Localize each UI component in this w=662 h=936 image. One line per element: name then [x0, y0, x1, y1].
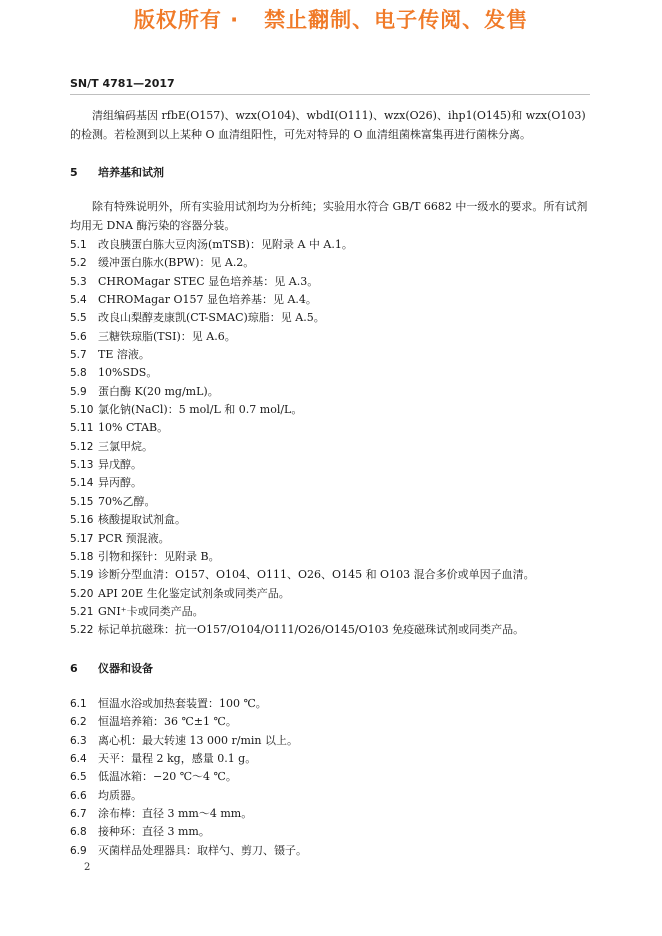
item-number: 5.10 — [70, 404, 94, 417]
item-text: 异戊醇。 — [98, 458, 142, 472]
item-text: 三糖铁琼脂(TSI)：见 A.6。 — [98, 329, 236, 343]
item-text: 涂布棒：直径 3 mm～4 mm。 — [98, 807, 253, 821]
item-number: 5.9 — [70, 385, 87, 398]
item-number: 5.4 — [70, 294, 87, 307]
item-text: 引物和探针：见附录 B。 — [98, 549, 220, 563]
item-number: 5.19 — [70, 569, 94, 582]
item-text: TE 溶液。 — [98, 348, 150, 362]
list-item — [70, 750, 590, 768]
list-item — [70, 401, 590, 419]
item-text: 恒温培养箱：36 ℃±1 ℃。 — [98, 715, 237, 729]
list-item — [70, 732, 590, 750]
item-text: 标记单抗磁珠：抗一O157/O104/O111/O26/O145/O103 免疫磁珠试剂或同类产品。 — [98, 623, 525, 637]
list-item — [70, 768, 590, 786]
item-text: 诊断分型血清：O157、O104、O111、O26、O145 和 O103 混合多价或单因子血清。 — [98, 568, 535, 582]
list-item — [70, 585, 590, 603]
list-item — [70, 236, 590, 254]
intro-paragraph: 清组编码基因 rfbE(O157)、wzx(O104)、wbdI(O111)、wzx(O26)、ihp1(O145)和 wzx(O103)的检测。若检测到以上某种 O 血清组阳性，可先对特异的 O 血清组菌株富集再进行菌株分离。 — [70, 109, 586, 141]
item-text: 氯化钠(NaCl)：5 mol/L 和 0.7 mol/L。 — [98, 403, 303, 417]
item-text: API 20E 生化鉴定试剂条或同类产品。 — [98, 586, 290, 600]
standard-code: SN/T 4781—2017 — [70, 77, 175, 90]
item-number: 6.9 — [70, 844, 87, 857]
item-text: PCR 预混液。 — [98, 531, 170, 545]
item-number: 5.3 — [70, 275, 87, 288]
list-item — [70, 805, 590, 823]
item-number: 5.6 — [70, 330, 87, 343]
item-number: 5.18 — [70, 550, 94, 563]
list-item — [70, 438, 590, 456]
item-text: 恒温水浴或加热套装置：100 ℃。 — [98, 697, 267, 710]
item-text: 均质器。 — [98, 788, 142, 802]
section-6-heading — [70, 660, 153, 676]
list-item — [70, 364, 590, 382]
page-number: 2 — [84, 862, 91, 873]
item-text: CHROMagar O157 显色培养基：见 A.4。 — [98, 293, 317, 307]
item-number: 6.5 — [70, 771, 87, 784]
list-item — [70, 474, 590, 492]
section-5-heading — [70, 164, 164, 180]
item-number: 5.21 — [70, 605, 94, 618]
item-text: CHROMagar STEC 显色培养基：见 A.3。 — [98, 274, 319, 288]
item-text: 蛋白酶 K(20 mg/mL)。 — [98, 384, 219, 398]
item-number: 5.22 — [70, 624, 94, 637]
list-item — [70, 383, 590, 401]
item-number: 5.11 — [70, 422, 94, 435]
list-item — [70, 419, 590, 437]
item-text: 接种环：直径 3 mm。 — [98, 825, 210, 839]
list-item — [70, 456, 590, 474]
item-number: 5.5 — [70, 312, 87, 325]
item-text: 10%SDS。 — [98, 366, 158, 380]
list-item — [70, 511, 590, 529]
section-5-number: 5 — [70, 166, 78, 179]
item-number: 5.8 — [70, 367, 87, 380]
list-item — [70, 621, 590, 639]
section-5-title: 培养基和试剂 — [98, 166, 164, 179]
list-item — [70, 328, 590, 346]
item-text: 天平：量程 2 kg，感量 0.1 g。 — [98, 752, 257, 766]
list-item — [70, 603, 590, 621]
item-number: 5.2 — [70, 257, 87, 270]
item-number: 5.13 — [70, 459, 94, 472]
list-item — [70, 842, 590, 860]
item-number: 5.20 — [70, 587, 94, 600]
item-text: 异丙醇。 — [98, 476, 142, 490]
list-item — [70, 787, 590, 805]
list-item — [70, 530, 590, 548]
item-text: 低温冰箱：−20 ℃～4 ℃。 — [98, 770, 237, 784]
item-number: 5.12 — [70, 440, 94, 453]
item-text: 10% CTAB。 — [98, 421, 169, 435]
equipment-list — [70, 695, 590, 860]
item-number: 6.2 — [70, 716, 87, 729]
list-item — [70, 291, 590, 309]
item-text: 70%乙醇。 — [98, 494, 156, 508]
list-item — [70, 566, 590, 584]
item-text: 改良胰蛋白胨大豆肉汤(mTSB)：见附录 A 中 A.1。 — [98, 238, 353, 251]
item-number: 5.16 — [70, 514, 94, 527]
item-number: 6.4 — [70, 753, 87, 766]
item-number: 5.7 — [70, 349, 87, 362]
item-text: GNI⁺卡或同类产品。 — [98, 604, 204, 618]
item-text: 缓冲蛋白胨水(BPW)：见 A.2。 — [98, 256, 255, 270]
list-item — [70, 346, 590, 364]
section-6-title: 仪器和设备 — [98, 662, 153, 675]
list-item — [70, 273, 590, 291]
item-number: 6.8 — [70, 826, 87, 839]
item-number: 5.14 — [70, 477, 94, 490]
list-item — [70, 823, 590, 841]
item-number: 6.6 — [70, 789, 87, 802]
item-number: 5.15 — [70, 495, 94, 508]
section-5-paragraph: 除有特殊说明外，所有实验用试剂均为分析纯；实验用水符合 GB/T 6682 中一级水的要求。所有试剂均用无 DNA 酶污染的容器分装。 — [70, 200, 588, 232]
reagent-list — [70, 236, 590, 640]
header-divider — [70, 94, 590, 95]
item-number: 6.3 — [70, 734, 87, 747]
item-number: 5.17 — [70, 532, 94, 545]
list-item — [70, 309, 590, 327]
item-text: 离心机：最大转速 13 000 r/min 以上。 — [98, 733, 298, 747]
item-number: 5.1 — [70, 239, 87, 251]
section-6-number: 6 — [70, 662, 78, 675]
copyright-watermark: 版权所有 · 禁止翻制、电子传阅、发售 — [133, 8, 529, 32]
item-text: 三氯甲烷。 — [98, 439, 153, 453]
list-item — [70, 695, 590, 713]
list-item — [70, 254, 590, 272]
item-text: 灭菌样品处理器具：取样勺、剪刀、镊子。 — [98, 843, 307, 857]
list-item — [70, 493, 590, 511]
list-item — [70, 713, 590, 731]
list-item — [70, 548, 590, 566]
item-text: 改良山梨醇麦康凯(CT-SMAC)琼脂：见 A.5。 — [98, 311, 325, 325]
item-number: 6.1 — [70, 698, 87, 710]
item-number: 6.7 — [70, 808, 87, 821]
item-text: 核酸提取试剂盒。 — [98, 513, 186, 527]
